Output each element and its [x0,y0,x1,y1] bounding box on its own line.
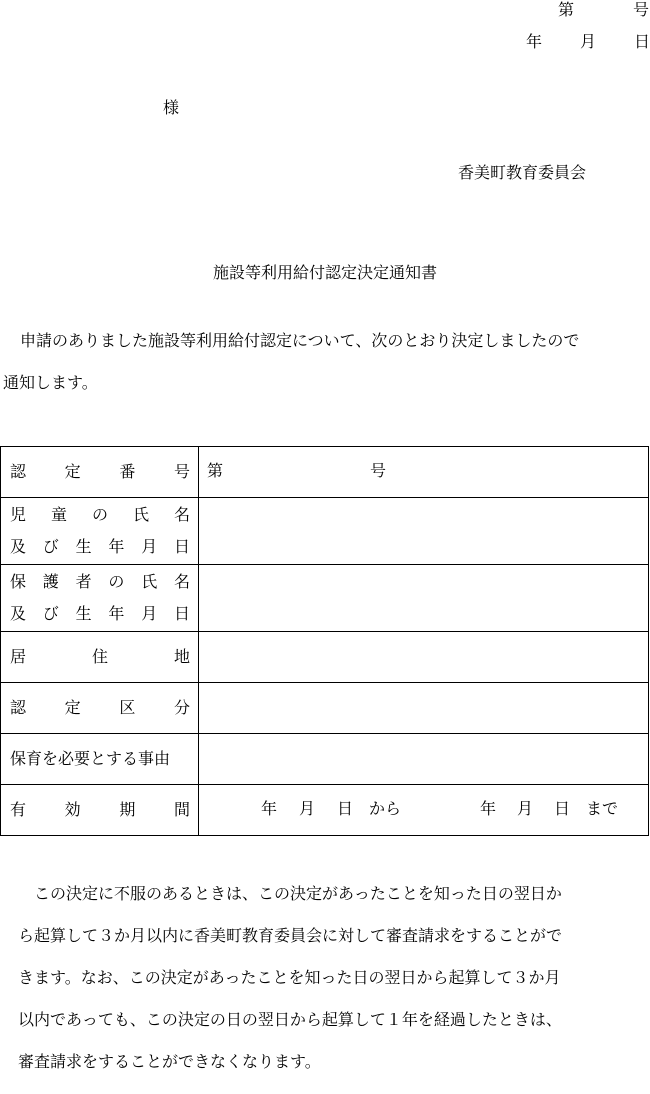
issue-date-line [526,32,650,52]
period-from-year: 年 [261,799,278,818]
table-row-period [1,785,649,836]
date-year-label: 年 [526,32,543,51]
childcare-reason-label: 保育を必要とする事由 [1,734,199,785]
appeal-notice-line-5: 審査請求をすることができなくなります。 [18,1052,321,1071]
addressee-honorific: 様 [163,98,180,117]
appeal-notice-line-1: この決定に不服のあるときは、この決定があったことを知った日の翌日か [18,884,562,903]
period-from-text: から [369,799,402,818]
appeal-notice [18,884,638,1094]
table-row-guardian [1,565,649,632]
date-day-label: 日 [634,32,650,51]
cert-number-value[interactable] [199,447,649,498]
document-number-dai: 第 [558,0,575,19]
certification-info-table [0,446,649,836]
cert-category-value[interactable] [199,683,649,734]
table-row-residence [1,632,649,683]
table-row-child [1,498,649,565]
valid-period-value[interactable] [199,785,649,836]
residence-value[interactable] [199,632,649,683]
document-number-go: 号 [633,0,650,19]
period-from-day: 日 [337,799,354,818]
date-month-label: 月 [580,32,597,51]
valid-period-label: 有 効 期 間 [1,785,199,836]
document-title: 施設等利用給付認定決定通知書 [212,263,437,282]
guardian-name-birth-label: 保 護 者 の 氏 名 及 び 生 年 月 日 [1,565,199,632]
cert-number-go: 号 [370,461,387,480]
table-row-reason [1,734,649,785]
intro-text-line-2: 通知します。 [3,373,98,392]
period-from-month: 月 [299,799,316,818]
appeal-notice-line-4: 以内であっても、この決定の日の翌日から起算して１年を経過したときは、 [18,1010,562,1029]
appeal-notice-line-3: きます。なお、この決定があったことを知った日の翌日から起算して３か月 [18,968,561,987]
childcare-reason-value[interactable] [199,734,649,785]
period-to-text: まで [586,799,619,818]
period-to-day: 日 [554,799,571,818]
appeal-notice-line-2: ら起算して３か月以内に香美町教育委員会に対して審査請求をすることがで [18,926,563,945]
child-name-birth-value[interactable] [199,498,649,565]
cert-number-dai: 第 [207,461,224,480]
document-number-line [558,0,649,20]
cert-number-label: 認 定 番 号 [1,447,199,498]
child-name-birth-label: 児 童 の 氏 名 及 び 生 年 月 日 [1,498,199,565]
table-row-category [1,683,649,734]
period-to-year: 年 [480,799,497,818]
table-row-cert-number [1,447,649,498]
period-to-month: 月 [517,799,534,818]
intro-text-line-1: 申請のありました施設等利用給付認定について、次のとおり決定しましたので [20,331,580,350]
residence-label: 居 住 地 [1,632,199,683]
cert-category-label: 認 定 区 分 [1,683,199,734]
issuer-name: 香美町教育委員会 [458,163,587,182]
guardian-name-birth-value[interactable] [199,565,649,632]
